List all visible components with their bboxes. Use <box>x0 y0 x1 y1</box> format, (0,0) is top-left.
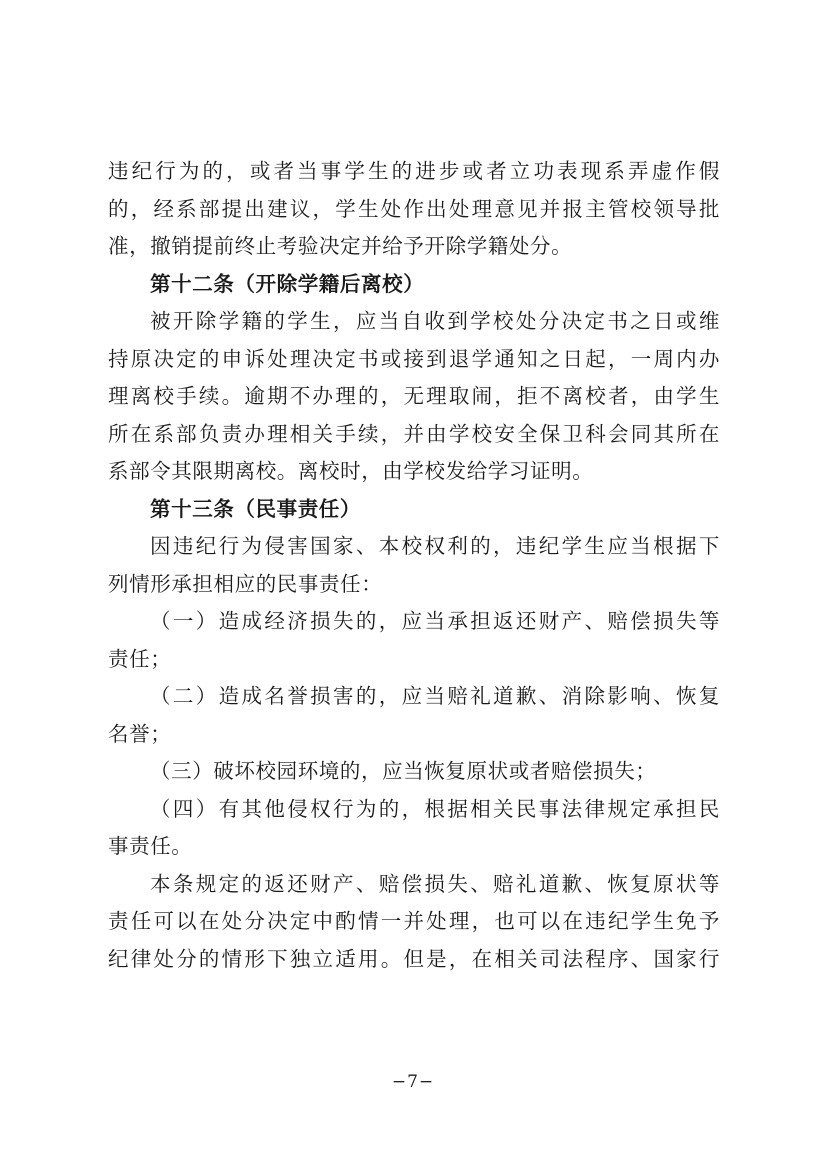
body-line: 所在系部负责办理相关手续，并由学校安全保卫科会同其所在 <box>108 421 720 446</box>
body-line: 理离校手续。逾期不办理的，无理取闹，拒不离校者，由学生 <box>108 384 720 408</box>
body-line: 列情形承担相应的民事责任： <box>108 571 383 596</box>
list-item: （二）造成名誉损害的，应当赔礼道歉、消除影响、恢复 <box>150 684 720 708</box>
list-item-continuation: 责任； <box>108 646 172 671</box>
body-line: 系部令其限期离校。离校时，由学校发给学习证明。 <box>108 459 594 483</box>
page-number: −7− <box>391 1072 435 1092</box>
body-line: 本条规定的返还财产、赔偿损失、赔礼道歉、恢复原状等 <box>150 871 720 896</box>
body-line: 纪律处分的情形下独立适用。但是，在相关司法程序、国家行 <box>108 946 720 971</box>
list-item: （四）有其他侵权行为的，根据相关民事法律规定承担民 <box>150 796 720 821</box>
article-heading: 第十三条（民事责任） <box>150 496 361 521</box>
document-body <box>108 153 720 978</box>
body-line: 的，经系部提出建议，学生处作出处理意见并报主管校领导批 <box>108 196 720 221</box>
list-item: （三）破坏校园环境的，应当恢复原状或者赔偿损失； <box>150 759 657 783</box>
list-item-continuation: 名誉； <box>108 721 172 746</box>
body-line: 准，撤销提前终止考验决定并给予开除学籍处分。 <box>108 234 573 258</box>
body-line: 因违纪行为侵害国家、本校权利的，违纪学生应当根据下 <box>150 534 720 558</box>
body-line: 违纪行为的，或者当事学生的进步或者立功表现系弄虚作假 <box>108 159 720 183</box>
body-line: 被开除学籍的学生，应当自收到学校处分决定书之日或维 <box>150 309 720 333</box>
body-line: 持原决定的申诉处理决定书或接到退学通知之日起，一周内办 <box>108 346 720 371</box>
article-heading: 第十二条（开除学籍后离校） <box>150 271 425 296</box>
list-item-continuation: 事责任。 <box>108 834 193 858</box>
body-line: 责任可以在处分决定中酌情一并处理，也可以在违纪学生免予 <box>108 909 720 933</box>
list-item: （一）造成经济损失的，应当承担返还财产、赔偿损失等 <box>150 609 720 633</box>
